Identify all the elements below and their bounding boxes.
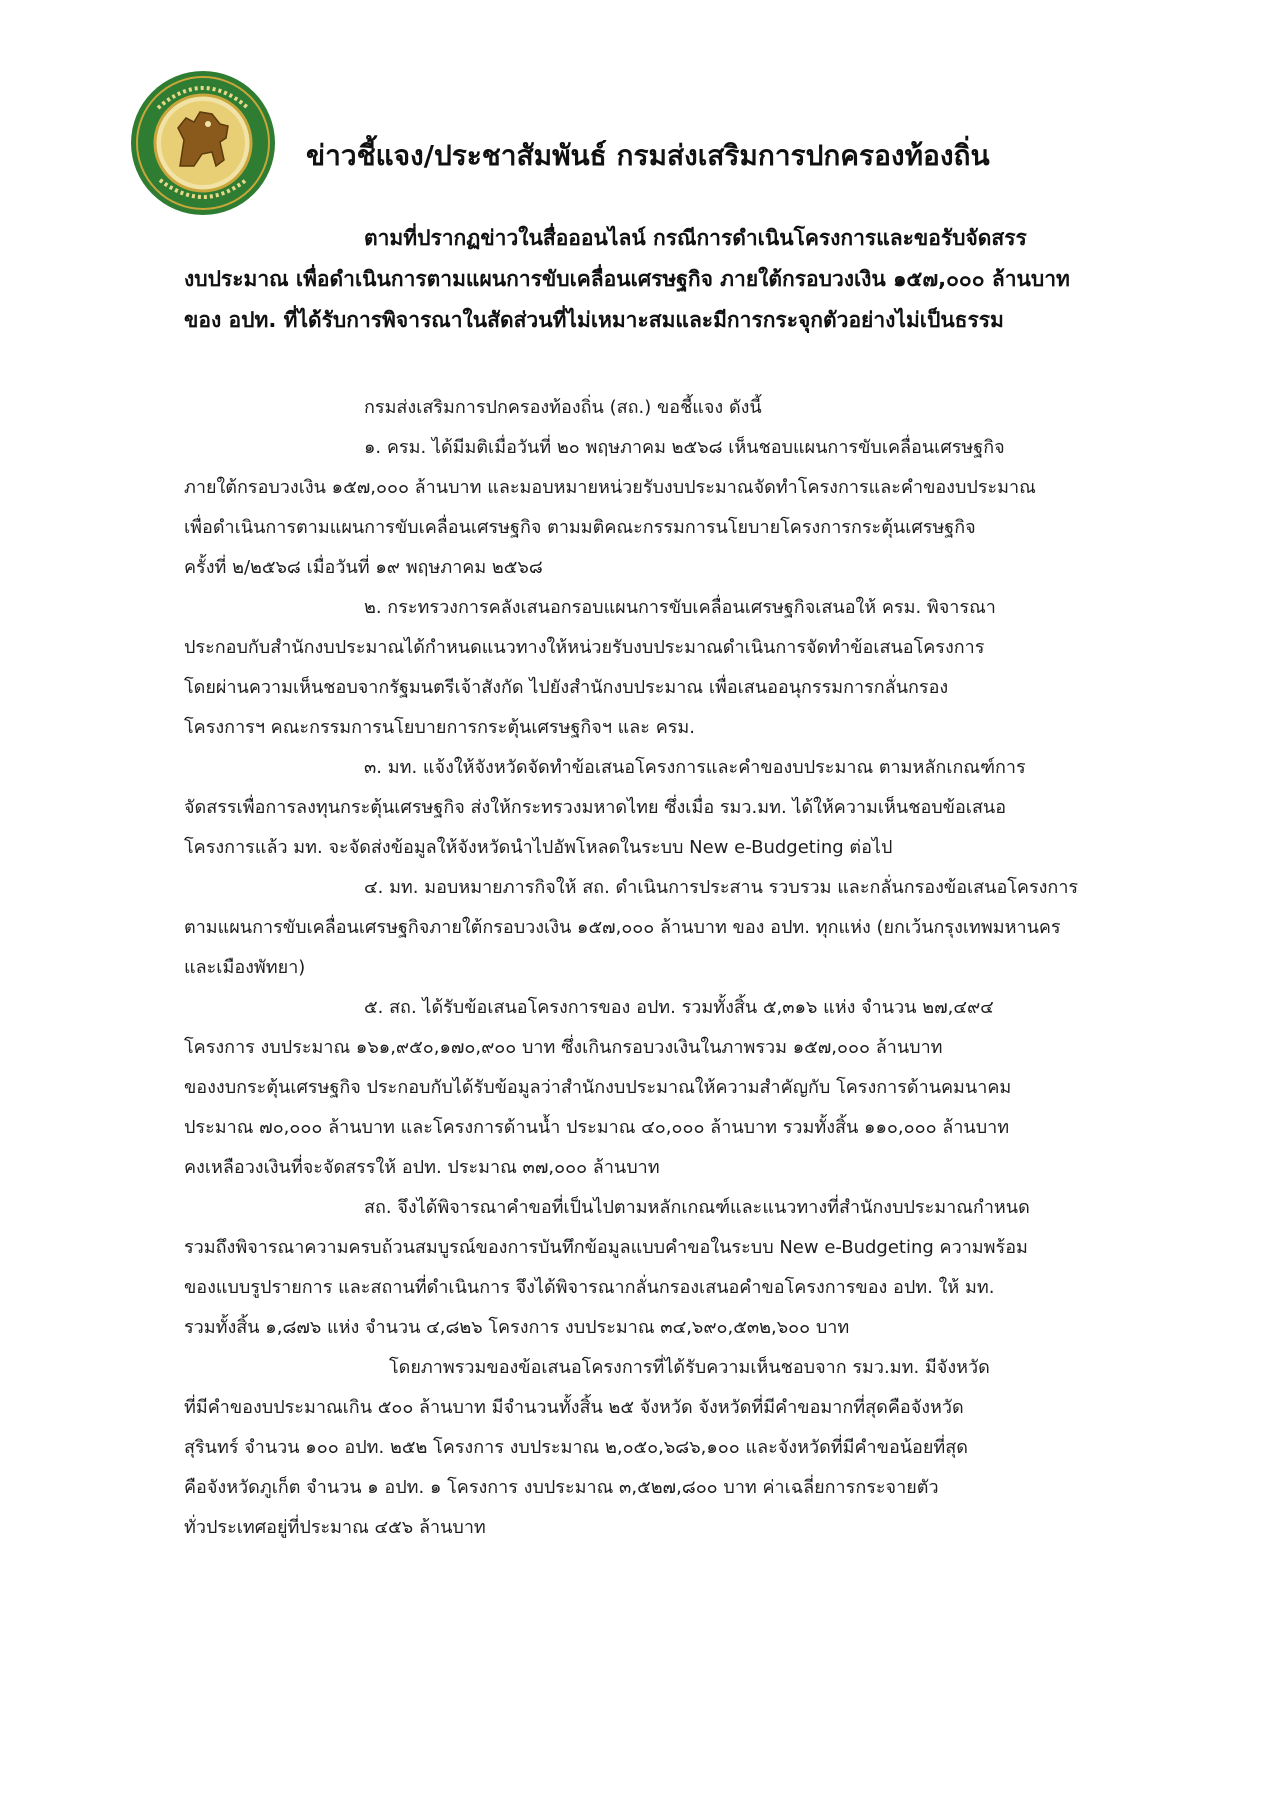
paragraph-6-line: รวมถึงพิจารณาความครบถ้วนสมบูรณ์ของการบันทึกข้อมูลแบบคำขอในระบบ New e-Budgeting ความพร้อม [184, 1237, 1028, 1258]
paragraph-3-line: โครงการแล้ว มท. จะจัดส่งข้อมูลให้จังหวัดนำไปอัพโหลดในระบบ New e-Budgeting ต่อไป [184, 837, 893, 858]
intro-line: กรมส่งเสริมการปกครองท้องถิ่น (สถ.) ขอชี้แจง ดังนี้ [364, 397, 762, 418]
document-body [184, 388, 1159, 1548]
paragraph-5-line: โครงการ งบประมาณ ๑๖๑,๙๕๐,๑๗๐,๙๐๐ บาท ซึ่งเกินกรอบวงเงินในภาพรวม ๑๕๗,๐๐๐ ล้านบาท [184, 1037, 943, 1058]
paragraph-5-line: ของงบกระตุ้นเศรษฐกิจ ประกอบกับได้รับข้อมูลว่าสำนักงบประมาณให้ความสำคัญกับ โครงการด้านคมนาคม [184, 1077, 1012, 1098]
paragraph-7-line: ที่มีคำของบประมาณเกิน ๕๐๐ ล้านบาท มีจำนวนทั้งสิ้น ๒๕ จังหวัด จังหวัดที่มีคำขอมากที่สุดคือจังหวัด [184, 1397, 964, 1418]
paragraph-5-line: คงเหลือวงเงินที่จะจัดสรรให้ อปท. ประมาณ ๓๗,๐๐๐ ล้านบาท [184, 1157, 660, 1178]
paragraph-3-line: ๓. มท. แจ้งให้จังหวัดจัดทำข้อเสนอโครงการและคำของบประมาณ ตามหลักเกณฑ์การ [364, 757, 1026, 778]
headline-block [184, 218, 1159, 341]
paragraph-2-line: ประกอบกับสำนักงบประมาณได้กำหนดแนวทางให้หน่วยรับงบประมาณดำเนินการจัดทำข้อเสนอโครงการ [184, 637, 985, 658]
paragraph-5-line: ๕. สถ. ได้รับข้อเสนอโครงการของ อปท. รวมทั้งสิ้น ๕,๓๑๖ แห่ง จำนวน ๒๗,๔๙๔ [364, 997, 994, 1018]
paragraph-2-line: ๒. กระทรวงการคลังเสนอกรอบแผนการขับเคลื่อนเศรษฐกิจเสนอให้ ครม. พิจารณา [364, 597, 996, 618]
paragraph-5-line: ประมาณ ๗๐,๐๐๐ ล้านบาท และโครงการด้านน้ำ ประมาณ ๔๐,๐๐๐ ล้านบาท รวมทั้งสิ้น ๑๑๐,๐๐๐ ล้านบาท [184, 1117, 1010, 1138]
paragraph-4-line: ๔. มท. มอบหมายภารกิจให้ สถ. ดำเนินการประสาน รวบรวม และกลั่นกรองข้อเสนอโครงการ [364, 877, 1079, 898]
paragraph-7-line: โดยภาพรวมของข้อเสนอโครงการที่ได้รับความเห็นชอบจาก รมว.มท. มีจังหวัด [389, 1357, 990, 1378]
paragraph-6-line: รวมทั้งสิ้น ๑,๘๗๖ แห่ง จำนวน ๔,๘๒๖ โครงการ งบประมาณ ๓๔,๖๙๐,๕๓๒,๖๐๐ บาท [184, 1317, 850, 1338]
headline-line: ของ อปท. ที่ได้รับการพิจารณาในสัดส่วนที่ไม่เหมาะสมและมีการกระจุกตัวอย่างไม่เป็นธรรม [184, 308, 1004, 332]
paragraph-1-line: ๑. ครม. ได้มีมติเมื่อวันที่ ๒๐ พฤษภาคม ๒๕๖๘ เห็นชอบแผนการขับเคลื่อนเศรษฐกิจ [364, 437, 1005, 458]
paragraph-6-line: สถ. จึงได้พิจารณาคำขอที่เป็นไปตามหลักเกณฑ์และแนวทางที่สำนักงบประมาณกำหนด [364, 1197, 1030, 1218]
department-seal-icon [128, 68, 278, 218]
paragraph-3-line: จัดสรรเพื่อการลงทุนกระตุ้นเศรษฐกิจ ส่งให้กระทรวงมหาดไทย ซึ่งเมื่อ รมว.มท. ได้ให้ความเห็นชอบข้อเสนอ [184, 797, 1007, 818]
paragraph-2-line: โดยผ่านความเห็นชอบจากรัฐมนตรีเจ้าสังกัด ไปยังสำนักงบประมาณ เพื่อเสนออนุกรรมการกลั่นกรอง [184, 677, 949, 698]
page-title: ข่าวชี้แจง/ประชาสัมพันธ์ กรมส่งเสริมการปกครองท้องถิ่น [306, 139, 990, 172]
paragraph-2-line: โครงการฯ คณะกรรมการนโยบายการกระตุ้นเศรษฐกิจฯ และ ครม. [184, 717, 695, 738]
paragraph-1-line: เพื่อดำเนินการตามแผนการขับเคลื่อนเศรษฐกิจ ตามมติคณะกรรมการนโยบายโครงการกระตุ้นเศรษฐกิจ [184, 517, 976, 538]
paragraph-4-line: ตามแผนการขับเคลื่อนเศรษฐกิจภายใต้กรอบวงเงิน ๑๕๗,๐๐๐ ล้านบาท ของ อปท. ทุกแห่ง (ยกเว้นกรุงเทพมหานคร [184, 917, 1061, 938]
paragraph-6-line: ของแบบรูปรายการ และสถานที่ดำเนินการ จึงได้พิจารณากลั่นกรองเสนอคำขอโครงการของ อปท. ให้ มท. [184, 1277, 995, 1298]
paragraph-7-line: คือจังหวัดภูเก็ต จำนวน ๑ อปท. ๑ โครงการ งบประมาณ ๓,๕๒๗,๘๐๐ บาท ค่าเฉลี่ยการกระจายตัว [184, 1477, 939, 1498]
paragraph-7-line: ทั่วประเทศอยู่ที่ประมาณ ๔๕๖ ล้านบาท [184, 1517, 486, 1538]
headline-line: ตามที่ปรากฏข่าวในสื่อออนไลน์ กรณีการดำเนินโครงการและขอรับจัดสรร [364, 226, 1027, 250]
paragraph-1-line: ครั้งที่ ๒/๒๕๖๘ เมื่อวันที่ ๑๙ พฤษภาคม ๒๕๖๘ [184, 557, 543, 578]
headline-line: งบประมาณ เพื่อดำเนินการตามแผนการขับเคลื่อนเศรษฐกิจ ภายใต้กรอบวงเงิน ๑๕๗,๐๐๐ ล้านบาท [184, 267, 1070, 291]
paragraph-7-line: สุรินทร์ จำนวน ๑๐๐ อปท. ๒๕๒ โครงการ งบประมาณ ๒,๐๕๐,๖๘๖,๑๐๐ และจังหวัดที่มีคำขอน้อยที่สุด [184, 1437, 968, 1458]
paragraph-1-line: ภายใต้กรอบวงเงิน ๑๕๗,๐๐๐ ล้านบาท และมอบหมายหน่วยรับงบประมาณจัดทำโครงการและคำของบประมาณ [184, 477, 1036, 498]
paragraph-4-line: และเมืองพัทยา) [184, 957, 306, 978]
